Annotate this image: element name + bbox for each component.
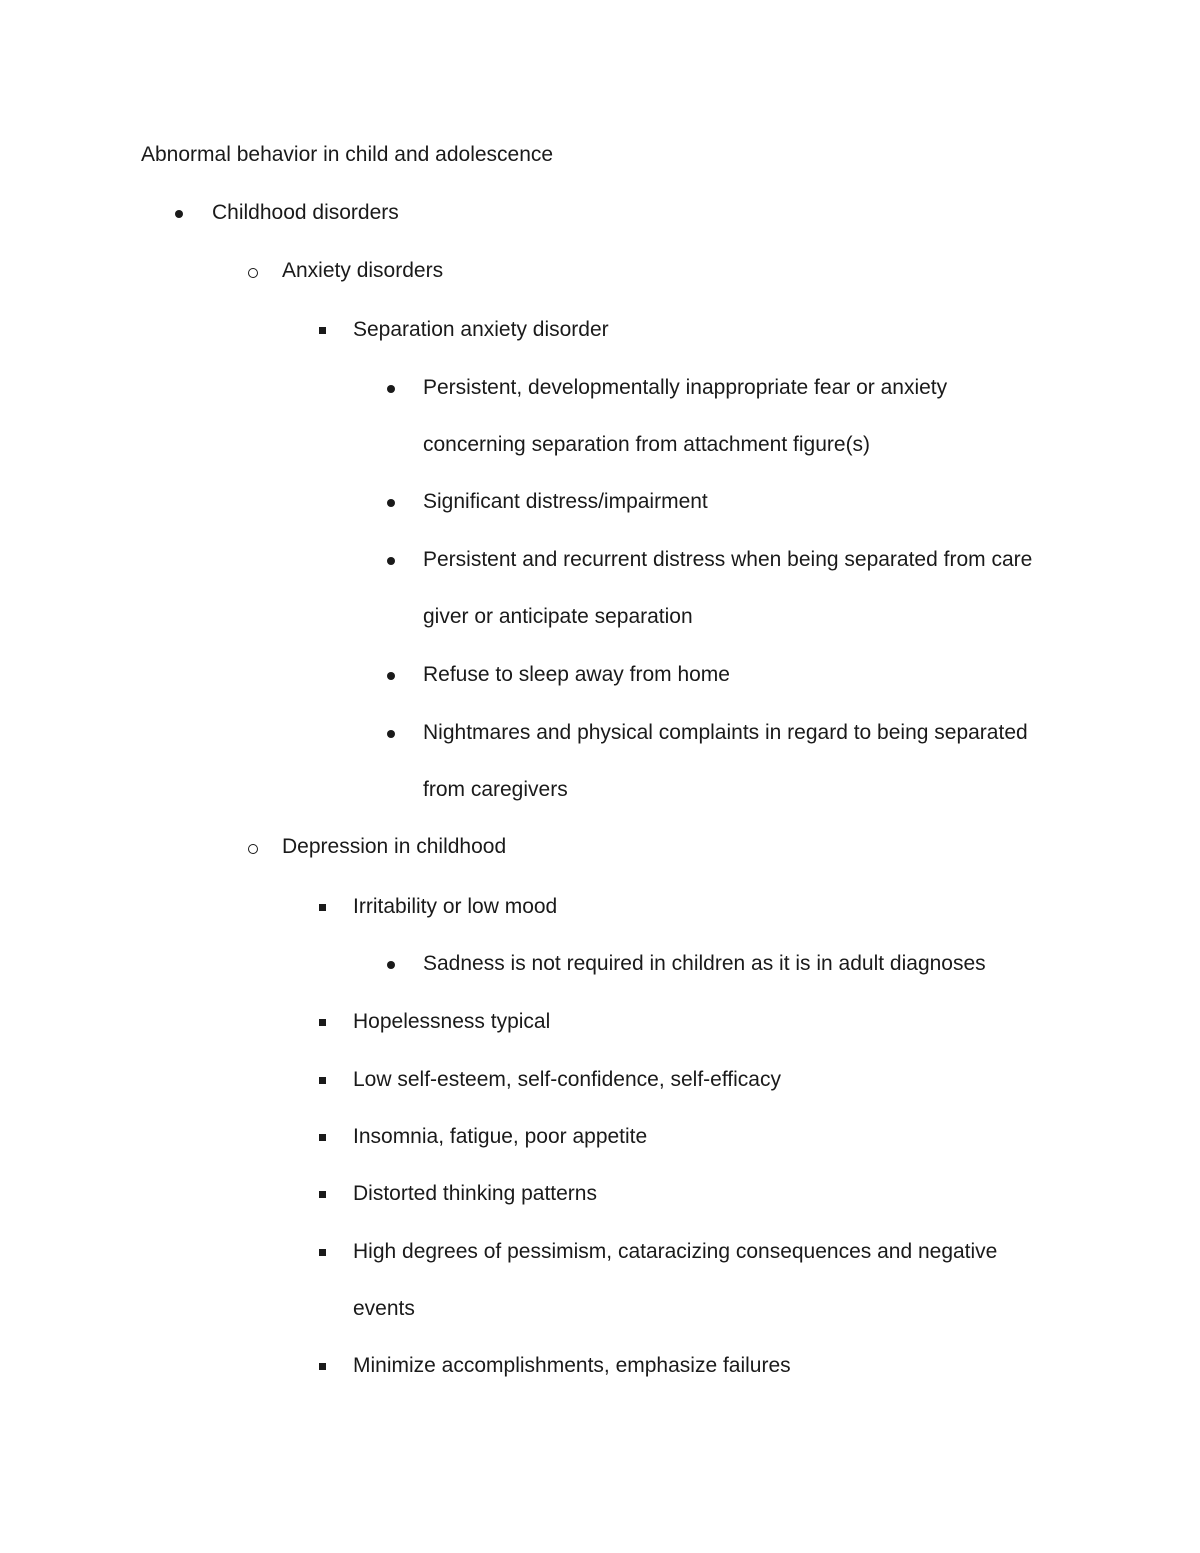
document-title: Abnormal behavior in child and adolescence: [141, 143, 554, 166]
list-item-text: Irritability or low mood: [353, 895, 558, 918]
list-item-text-continued: concerning separation from attachment figure(s): [423, 433, 871, 456]
bullet-square-icon: [319, 1077, 326, 1084]
bullet-circle-icon: [248, 844, 258, 854]
list-item-text-continued: from caregivers: [423, 778, 568, 801]
bullet-dot-icon: [387, 961, 395, 969]
list-item-text: Nightmares and physical complaints in regard to being separated: [423, 721, 1028, 744]
bullet-square-icon: [319, 904, 326, 911]
bullet-circle-icon: [248, 268, 258, 278]
list-item-depression-in-childhood: Depression in childhood: [282, 835, 507, 858]
list-item-text: Low self-esteem, self-confidence, self-efficacy: [353, 1068, 781, 1091]
list-item-text: Significant distress/impairment: [423, 490, 708, 513]
bullet-square-icon: [319, 1019, 326, 1026]
bullet-square-icon: [319, 1363, 326, 1370]
list-item-text: High degrees of pessimism, cataracizing consequences and negative: [353, 1240, 998, 1263]
bullet-square-icon: [319, 1249, 326, 1256]
bullet-dot-icon: [387, 385, 395, 393]
list-item-text: Persistent and recurrent distress when being separated from care: [423, 548, 1033, 571]
list-item-text: Minimize accomplishments, emphasize failures: [353, 1354, 791, 1377]
bullet-square-icon: [319, 1134, 326, 1141]
list-item-separation-anxiety: Separation anxiety disorder: [353, 318, 609, 341]
list-item-anxiety-disorders: Anxiety disorders: [282, 259, 444, 282]
list-item-text: Distorted thinking patterns: [353, 1182, 597, 1205]
list-item-text: Refuse to sleep away from home: [423, 663, 730, 686]
bullet-dot-icon: [387, 557, 395, 565]
bullet-square-icon: [319, 327, 326, 334]
list-item-text: Hopelessness typical: [353, 1010, 551, 1033]
bullet-dot-icon: [387, 730, 395, 738]
list-item-text: Sadness is not required in children as it is in adult diagnoses: [423, 952, 986, 975]
list-item-text-continued: giver or anticipate separation: [423, 605, 693, 628]
bullet-dot-icon: [387, 499, 395, 507]
list-item-text: Persistent, developmentally inappropriate fear or anxiety: [423, 376, 948, 399]
bullet-square-icon: [319, 1191, 326, 1198]
list-item-childhood-disorders: Childhood disorders: [212, 201, 399, 224]
bullet-dot-icon: [387, 672, 395, 680]
list-item-text-continued: events: [353, 1297, 415, 1320]
bullet-dot-icon: [175, 210, 183, 218]
list-item-text: Insomnia, fatigue, poor appetite: [353, 1125, 648, 1148]
